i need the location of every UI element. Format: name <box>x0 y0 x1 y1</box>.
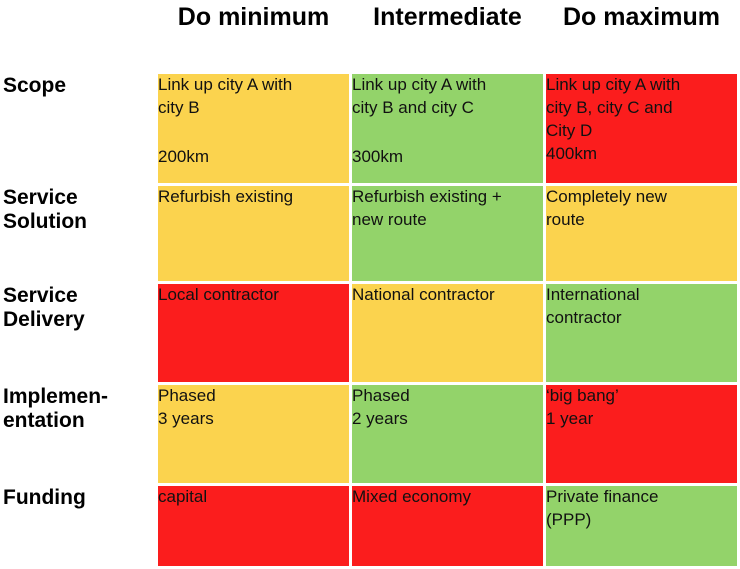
column-header-intermediate: Intermediate <box>351 2 545 73</box>
cell-line: 400km <box>546 143 598 163</box>
cell-line: city B, city C and <box>546 97 673 117</box>
cell-line: Completely new <box>546 186 667 206</box>
cell-line: (PPP) <box>546 510 592 530</box>
table-row <box>2 384 739 485</box>
cell-implementation-do-maximum <box>545 384 739 485</box>
cell-spacer <box>158 120 349 146</box>
cell-line: route <box>546 209 585 229</box>
cell-line: Link up city A with <box>158 75 293 94</box>
cell-service-solution-do-maximum <box>545 184 739 282</box>
table-row <box>2 282 739 383</box>
cell-line: Refurbish existing <box>158 186 294 206</box>
cell-line: contractor <box>546 307 622 327</box>
cell-scope-intermediate <box>351 73 545 185</box>
cell-funding-intermediate <box>351 485 545 568</box>
cell-line: 300km <box>352 146 404 166</box>
cell-funding-do-minimum <box>157 485 351 568</box>
row-header-funding <box>2 485 157 568</box>
cell-funding-do-maximum <box>545 485 739 568</box>
cell-spacer <box>352 120 543 146</box>
row-header-implementation <box>2 384 157 485</box>
cell-service-solution-intermediate <box>351 184 545 282</box>
cell-line: Private finance <box>546 487 659 507</box>
cell-line: Link up city A with <box>546 75 681 94</box>
cell-scope-do-maximum <box>545 73 739 185</box>
column-header-do-minimum: Do minimum <box>157 2 351 73</box>
row-header-line: Delivery <box>3 307 85 331</box>
cell-line: Mixed economy <box>352 487 472 507</box>
cell-line: Link up city A with <box>352 75 487 94</box>
row-header-line: Service <box>3 185 78 209</box>
cell-line: ‘big bang’ <box>546 386 619 406</box>
row-header-line: entation <box>3 409 85 433</box>
cell-line: International <box>546 284 640 304</box>
column-header-do-maximum: Do maximum <box>545 2 739 73</box>
table-body <box>2 73 739 568</box>
row-header-line: Implemen- <box>3 385 109 409</box>
cell-line: Local contractor <box>158 284 279 304</box>
row-header-line: Scope <box>3 74 67 97</box>
cell-implementation-intermediate <box>351 384 545 485</box>
cell-line: 2 years <box>352 408 408 428</box>
cell-line: city B <box>158 97 200 117</box>
cell-service-delivery-do-minimum <box>157 282 351 383</box>
row-header-line: Funding <box>3 486 86 510</box>
cell-line: City D <box>546 120 593 140</box>
cell-line: new route <box>352 209 427 229</box>
row-header-scope <box>2 73 157 185</box>
row-header-service-delivery <box>2 282 157 383</box>
cell-line: city B and city C <box>352 97 474 117</box>
table-row <box>2 485 739 568</box>
row-header-line: Solution <box>3 209 87 233</box>
cell-line: 200km <box>158 146 210 166</box>
cell-line: Phased <box>352 386 410 406</box>
table-header <box>2 2 739 73</box>
cell-scope-do-minimum <box>157 73 351 185</box>
cell-line: capital <box>158 487 208 507</box>
cell-service-delivery-intermediate <box>351 282 545 383</box>
table-corner-cell <box>2 2 157 73</box>
cell-line: Refurbish existing + <box>352 186 502 206</box>
table-row <box>2 73 739 185</box>
cell-implementation-do-minimum <box>157 384 351 485</box>
cell-line: 1 year <box>546 408 594 428</box>
cell-line: Phased <box>158 386 216 406</box>
table-row <box>2 184 739 282</box>
cell-service-delivery-do-maximum <box>545 282 739 383</box>
cell-line: National contractor <box>352 284 495 304</box>
table-header-row <box>2 2 739 73</box>
row-header-line: Service <box>3 283 78 307</box>
cell-service-solution-do-minimum <box>157 184 351 282</box>
row-header-service-solution <box>2 184 157 282</box>
cell-line: 3 years <box>158 408 214 428</box>
